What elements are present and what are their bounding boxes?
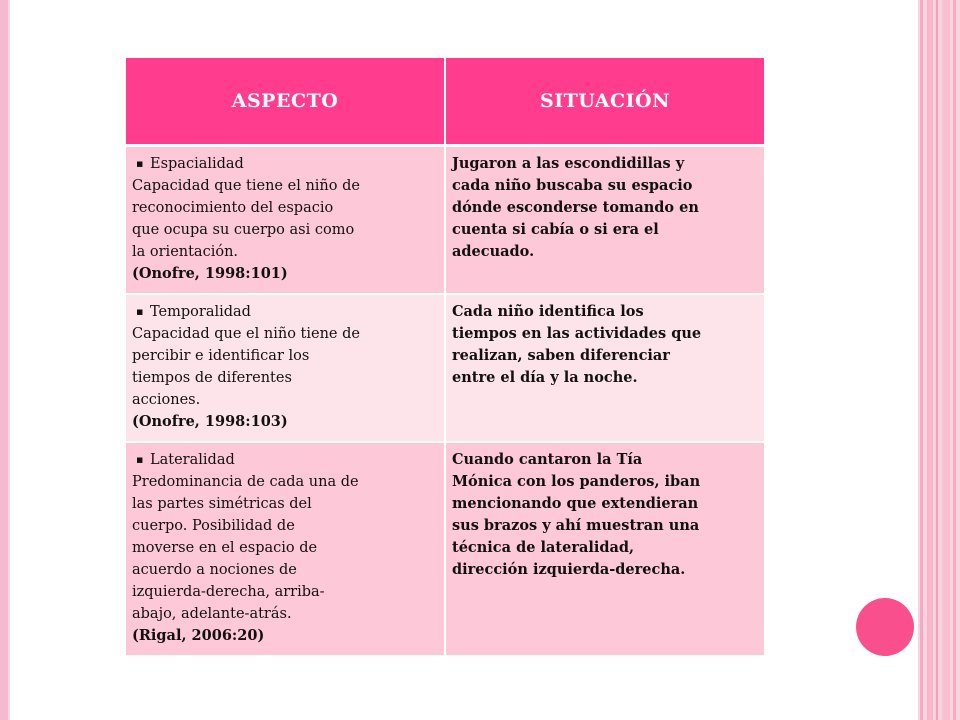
aspect-title-line <box>132 301 438 323</box>
aspect-text-line: cuerpo. Posibilidad de <box>132 518 295 534</box>
situation-cell <box>445 146 764 295</box>
aspect-text-line: tiempos de diferentes <box>132 370 292 386</box>
aspect-text-line: reconocimiento del espacio <box>132 200 334 216</box>
bullet-icon: ▪ <box>136 157 144 170</box>
aspect-text-line: Predominancia de cada una de <box>132 474 359 490</box>
table-row <box>126 442 764 656</box>
table-header-row <box>126 58 764 146</box>
bullet-icon: ▪ <box>136 453 144 466</box>
situation-text-line: tiempos en las actividades que <box>452 325 702 342</box>
aspect-title: Temporalidad <box>150 304 251 320</box>
aspect-cell <box>126 146 445 295</box>
aspect-text-line: acuerdo a nociones de <box>132 562 297 578</box>
aspect-text-line: percibir e identificar los <box>132 348 310 364</box>
situation-text-line: Cuando cantaron la Tía <box>452 451 643 468</box>
aspect-cell <box>126 294 445 442</box>
aspect-title: Espacialidad <box>150 156 244 172</box>
situation-cell <box>445 442 764 656</box>
situation-text-line: técnica de lateralidad, <box>452 539 635 556</box>
aspect-text-line: moverse en el espacio de <box>132 540 318 556</box>
decorative-pink-circle <box>856 598 914 656</box>
situation-text-line: Jugaron a las escondidillas y <box>452 155 685 172</box>
situation-text-line: cuenta si cabía o si era el <box>452 221 659 238</box>
aspect-text-line: que ocupa su cuerpo asi como <box>132 222 355 238</box>
situation-text-line: dónde esconderse tomando en <box>452 199 699 216</box>
aspect-title: Lateralidad <box>150 452 235 468</box>
aspect-situation-table <box>126 58 764 657</box>
aspect-text-line: izquierda-derecha, arriba- <box>132 584 325 600</box>
aspect-citation: (Onofre, 1998:103) <box>132 413 288 430</box>
aspect-title-line <box>132 153 438 175</box>
header-aspecto: ASPECTO <box>126 58 445 146</box>
aspect-text-line: la orientación. <box>132 244 239 260</box>
bullet-icon: ▪ <box>136 305 144 318</box>
right-decorative-stripes <box>918 0 960 720</box>
situation-text-line: sus brazos y ahí muestran una <box>452 517 700 534</box>
situation-text-line: realizan, saben diferenciar <box>452 347 670 364</box>
aspect-text-line: acciones. <box>132 392 201 408</box>
aspect-text-line: abajo, adelante-atrás. <box>132 606 292 622</box>
situation-text-line: adecuado. <box>452 243 535 260</box>
aspect-citation: (Onofre, 1998:101) <box>132 265 288 282</box>
aspect-citation: (Rigal, 2006:20) <box>132 627 265 644</box>
aspect-text-line: Capacidad que el niño tiene de <box>132 326 360 342</box>
aspect-text-line: las partes simétricas del <box>132 496 312 512</box>
table-row <box>126 146 764 295</box>
situation-text-line: entre el día y la noche. <box>452 369 638 386</box>
header-situacion: SITUACIÓN <box>445 58 764 146</box>
left-frame-stripe <box>0 0 8 720</box>
aspect-text-line: Capacidad que tiene el niño de <box>132 178 360 194</box>
situation-text-line: cada niño buscaba su espacio <box>452 177 693 194</box>
situation-text-line: dirección izquierda-derecha. <box>452 561 686 578</box>
situation-text-line: Cada niño identifica los <box>452 303 644 320</box>
table-row <box>126 294 764 442</box>
aspect-cell <box>126 442 445 656</box>
situation-cell <box>445 294 764 442</box>
situation-text-line: Mónica con los panderos, iban <box>452 473 701 490</box>
situation-text-line: mencionando que extendieran <box>452 495 699 512</box>
aspect-title-line <box>132 449 438 471</box>
